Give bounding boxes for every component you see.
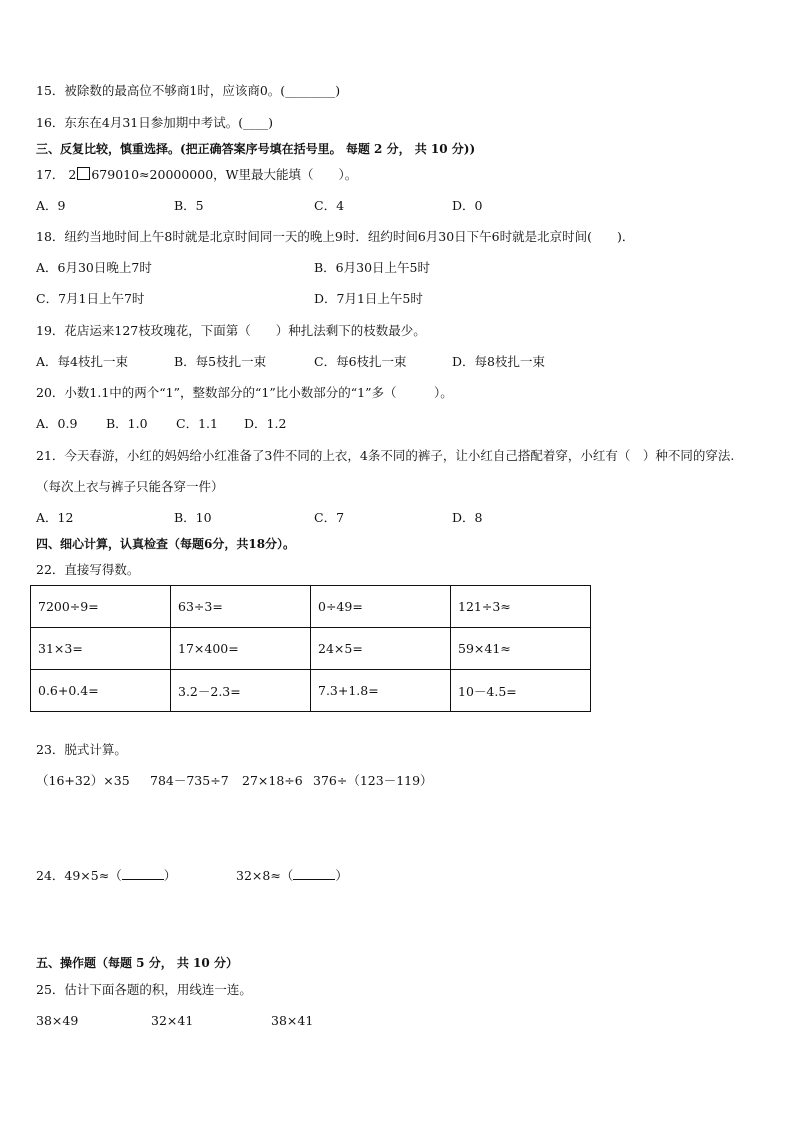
q18-option-a: A．6月30日晚上7时 (36, 260, 152, 275)
q21-option-b: B．10 (174, 510, 212, 525)
table-row (31, 586, 591, 628)
question-20-text: 20．小数1.1中的两个“1”，整数部分的“1”比小数部分的“1”多（ ）。 (36, 385, 453, 400)
q19-option-b: B．每5枝扎一束 (174, 354, 267, 369)
section-5-heading: 五、操作题（每题 5 分， 共 10 分） (36, 956, 238, 970)
q18-option-b: B．6月30日上午5时 (314, 260, 430, 275)
question-25-text: 25．估计下面各题的积，用线连一连。 (36, 982, 252, 997)
q24b-pre: 32×8≈（ (236, 868, 294, 883)
question-21-text: 21．今天春游，小红的妈妈给小红准备了3件不同的上衣，4条不同的裤子，让小红自己搭配着穿，小红有（ ）种不同的穿法.（每次上衣与裤子只能各穿一件） (36, 448, 735, 494)
q17-option-b: B．5 (174, 198, 204, 213)
question-22-text: 22．直接写得数。 (36, 562, 140, 577)
question-23-text: 23．脱式计算。 (36, 742, 127, 757)
q18-option-d: D．7月1日上午5时 (314, 291, 423, 306)
q24a-pre: 24．49×5≈（ (36, 868, 122, 883)
q21-option-c: C．7 (314, 510, 345, 525)
question-15-text: 15．被除数的最高位不够商1时，应该商0。(________) (36, 83, 341, 98)
q21-option-d: D．8 (452, 510, 483, 525)
q24b-post: ） (335, 868, 348, 883)
table-cell: 121÷3≈ (451, 586, 591, 628)
answer-blank[interactable] (293, 867, 335, 880)
table-row (31, 628, 591, 670)
q23-item-3: 27×18÷6 (242, 773, 303, 788)
section-3-heading: 三、反复比较，慎重选择。(把正确答案序号填在括号里。 每题 2 分， 共 10 分)) (36, 142, 476, 156)
answer-blank[interactable] (122, 867, 164, 880)
table-cell: 10－4.5= (451, 670, 591, 712)
table-cell: 17×400= (171, 628, 311, 670)
table-cell: 63÷3= (171, 586, 311, 628)
q19-option-c: C．每6枝扎一束 (314, 354, 407, 369)
question-19-text: 19．花店运来127枝玫瑰花，下面第（ ）种扎法剩下的枝数最少。 (36, 323, 426, 338)
question-15 (36, 83, 340, 99)
question-24-part-a (36, 867, 176, 884)
question-17-pre: 17． 2 (36, 167, 77, 182)
question-17-post: 679010≈20000000，W里最大能填（ ）。 (91, 167, 358, 182)
q20-option-a: A．0.9 (36, 416, 78, 431)
q19-option-d: D．每8枝扎一束 (452, 354, 545, 369)
q23-item-2: 784－735÷7 (150, 773, 229, 788)
q20-option-c: C．1.1 (176, 416, 218, 431)
question-24-part-b (236, 867, 348, 884)
q21-option-a: A．12 (36, 510, 74, 525)
table-cell: 7.3+1.8= (311, 670, 451, 712)
section-4-heading: 四、细心计算，认真检查（每题6分，共18分）。 (36, 537, 296, 551)
table-cell: 7200÷9= (31, 586, 171, 628)
table-row (31, 670, 591, 712)
q25-item-2: 32×41 (151, 1013, 194, 1028)
q25-item-1: 38×49 (36, 1013, 79, 1028)
table-cell: 0÷49= (311, 586, 451, 628)
digit-box-icon (77, 167, 90, 180)
q18-option-c: C．7月1日上午7时 (36, 291, 145, 306)
calculation-table (30, 585, 591, 712)
q17-option-c: C．4 (314, 198, 345, 213)
q19-option-a: A．每4枝扎一束 (36, 354, 128, 369)
q23-item-4: 376÷（123－119） (313, 773, 433, 788)
table-cell: 3.2－2.3= (171, 670, 311, 712)
q20-option-b: B．1.0 (106, 416, 148, 431)
q20-option-d: D．1.2 (244, 416, 287, 431)
q17-option-a: A．9 (36, 198, 66, 213)
question-18-text: 18．纽约当地时间上午8时就是北京时间同一天的晚上9时．纽约时间6月30日下午6时就是北京时间( )． (36, 229, 635, 244)
question-16 (36, 115, 273, 131)
table-cell: 24×5= (311, 628, 451, 670)
q17-option-d: D．0 (452, 198, 483, 213)
q24a-post: ） (163, 868, 177, 883)
table-cell: 59×41≈ (451, 628, 591, 670)
table-cell: 0.6+0.4= (31, 670, 171, 712)
table-cell: 31×3= (31, 628, 171, 670)
q25-item-3: 38×41 (271, 1013, 314, 1028)
question-16-text: 16．东东在4月31日参加期中考试。(____) (36, 115, 274, 130)
question-17 (36, 167, 357, 183)
q23-item-1: （16+32）×35 (36, 773, 130, 788)
